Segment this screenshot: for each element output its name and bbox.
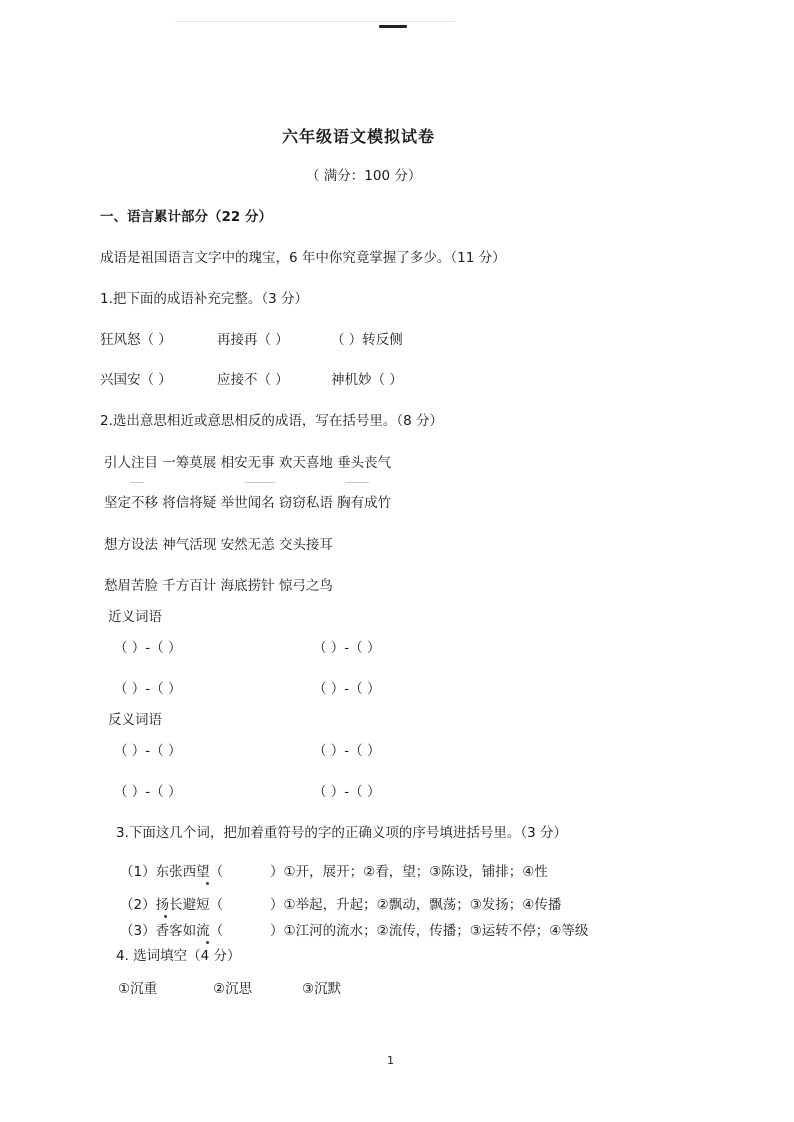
q3-item-2-options: ）①举起，升起；②飘动，飘荡；③发扬；④传播 <box>270 897 562 913</box>
q4-heading: 4. 选词填空（4 分） <box>116 948 241 964</box>
q1-idiom-1: 狂风怒（ ） <box>100 332 172 348</box>
q1-idiom-4: 兴国安（ ） <box>100 372 172 388</box>
q4-option-1: ①沉重 <box>118 981 158 997</box>
antonym-pair-1: （ ）-（ ） <box>114 743 182 759</box>
q3-item-1-options: ）①开，展开；②看，望；③陈设，铺排；④性 <box>270 864 548 880</box>
q1-idiom-2: 再接再（ ） <box>217 332 289 348</box>
synonym-pair-2: （ ）-（ ） <box>313 640 381 656</box>
emphasis-dot <box>164 915 167 918</box>
emphasis-dot <box>206 882 209 885</box>
synonym-pair-1: （ ）-（ ） <box>114 640 182 656</box>
antonym-pair-4: （ ）-（ ） <box>313 784 381 800</box>
antonym-label: 反义词语 <box>108 712 162 728</box>
synonym-label: 近义词语 <box>108 609 162 625</box>
emphasis-dot <box>206 941 209 944</box>
q4-option-3: ③沉默 <box>302 981 342 997</box>
section1-intro: 成语是祖国语言文字中的瑰宝，6 年中你究竟掌握了多少。（11 分） <box>100 250 506 266</box>
synonym-pair-4: （ ）-（ ） <box>313 681 381 697</box>
q1-idiom-3: （ ）转反侧 <box>331 332 403 348</box>
q1-idiom-5: 应接不（ ） <box>217 372 289 388</box>
q3-heading: 3.下面这几个词，把加着重符号的字的正确义项的序号填进括号里。（3 分） <box>116 825 568 841</box>
q2-idiom-row-4: 愁眉苦脸 千方百计 海底捞针 惊弓之鸟 <box>104 578 333 594</box>
scan-smudge <box>245 482 275 483</box>
full-score: （ 满分：100 分） <box>306 168 422 184</box>
scan-smudge <box>345 482 369 483</box>
exam-title: 六年级语文模拟试卷 <box>282 127 436 146</box>
q2-heading: 2.选出意思相近或意思相反的成语，写在括号里。（8 分） <box>100 413 444 429</box>
antonym-pair-3: （ ）-（ ） <box>114 784 182 800</box>
page-number: 1 <box>387 1054 394 1067</box>
q2-idiom-row-2: 坚定不移 将信将疑 举世闻名 窃窃私语 胸有成竹 <box>104 495 392 511</box>
scan-artifact-mark <box>379 25 407 28</box>
scan-smudge <box>130 482 144 483</box>
synonym-pair-3: （ ）-（ ） <box>114 681 182 697</box>
q1-idiom-6: 神机妙（ ） <box>331 372 403 388</box>
q3-item-2-word: （2）扬长避短（ <box>120 897 224 913</box>
q3-item-3-word: （3）香客如流（ <box>120 923 224 939</box>
q3-item-1-word: （1）东张西望（ <box>120 864 224 880</box>
antonym-pair-2: （ ）-（ ） <box>313 743 381 759</box>
q2-idiom-row-3: 想方设法 神气活现 安然无恙 交头接耳 <box>104 537 333 553</box>
q4-option-2: ②沉思 <box>213 981 253 997</box>
scan-artifact-line <box>175 21 455 22</box>
section1-heading: 一、语言累计部分（22 分） <box>100 209 272 225</box>
q1-heading: 1.把下面的成语补充完整。（3 分） <box>100 291 309 307</box>
q3-item-3-options: ）①江河的流水；②流传，传播；③运转不停；④等级 <box>270 923 589 939</box>
q2-idiom-row-1: 引人注目 一筹莫展 相安无事 欢天喜地 垂头丧气 <box>104 455 392 471</box>
